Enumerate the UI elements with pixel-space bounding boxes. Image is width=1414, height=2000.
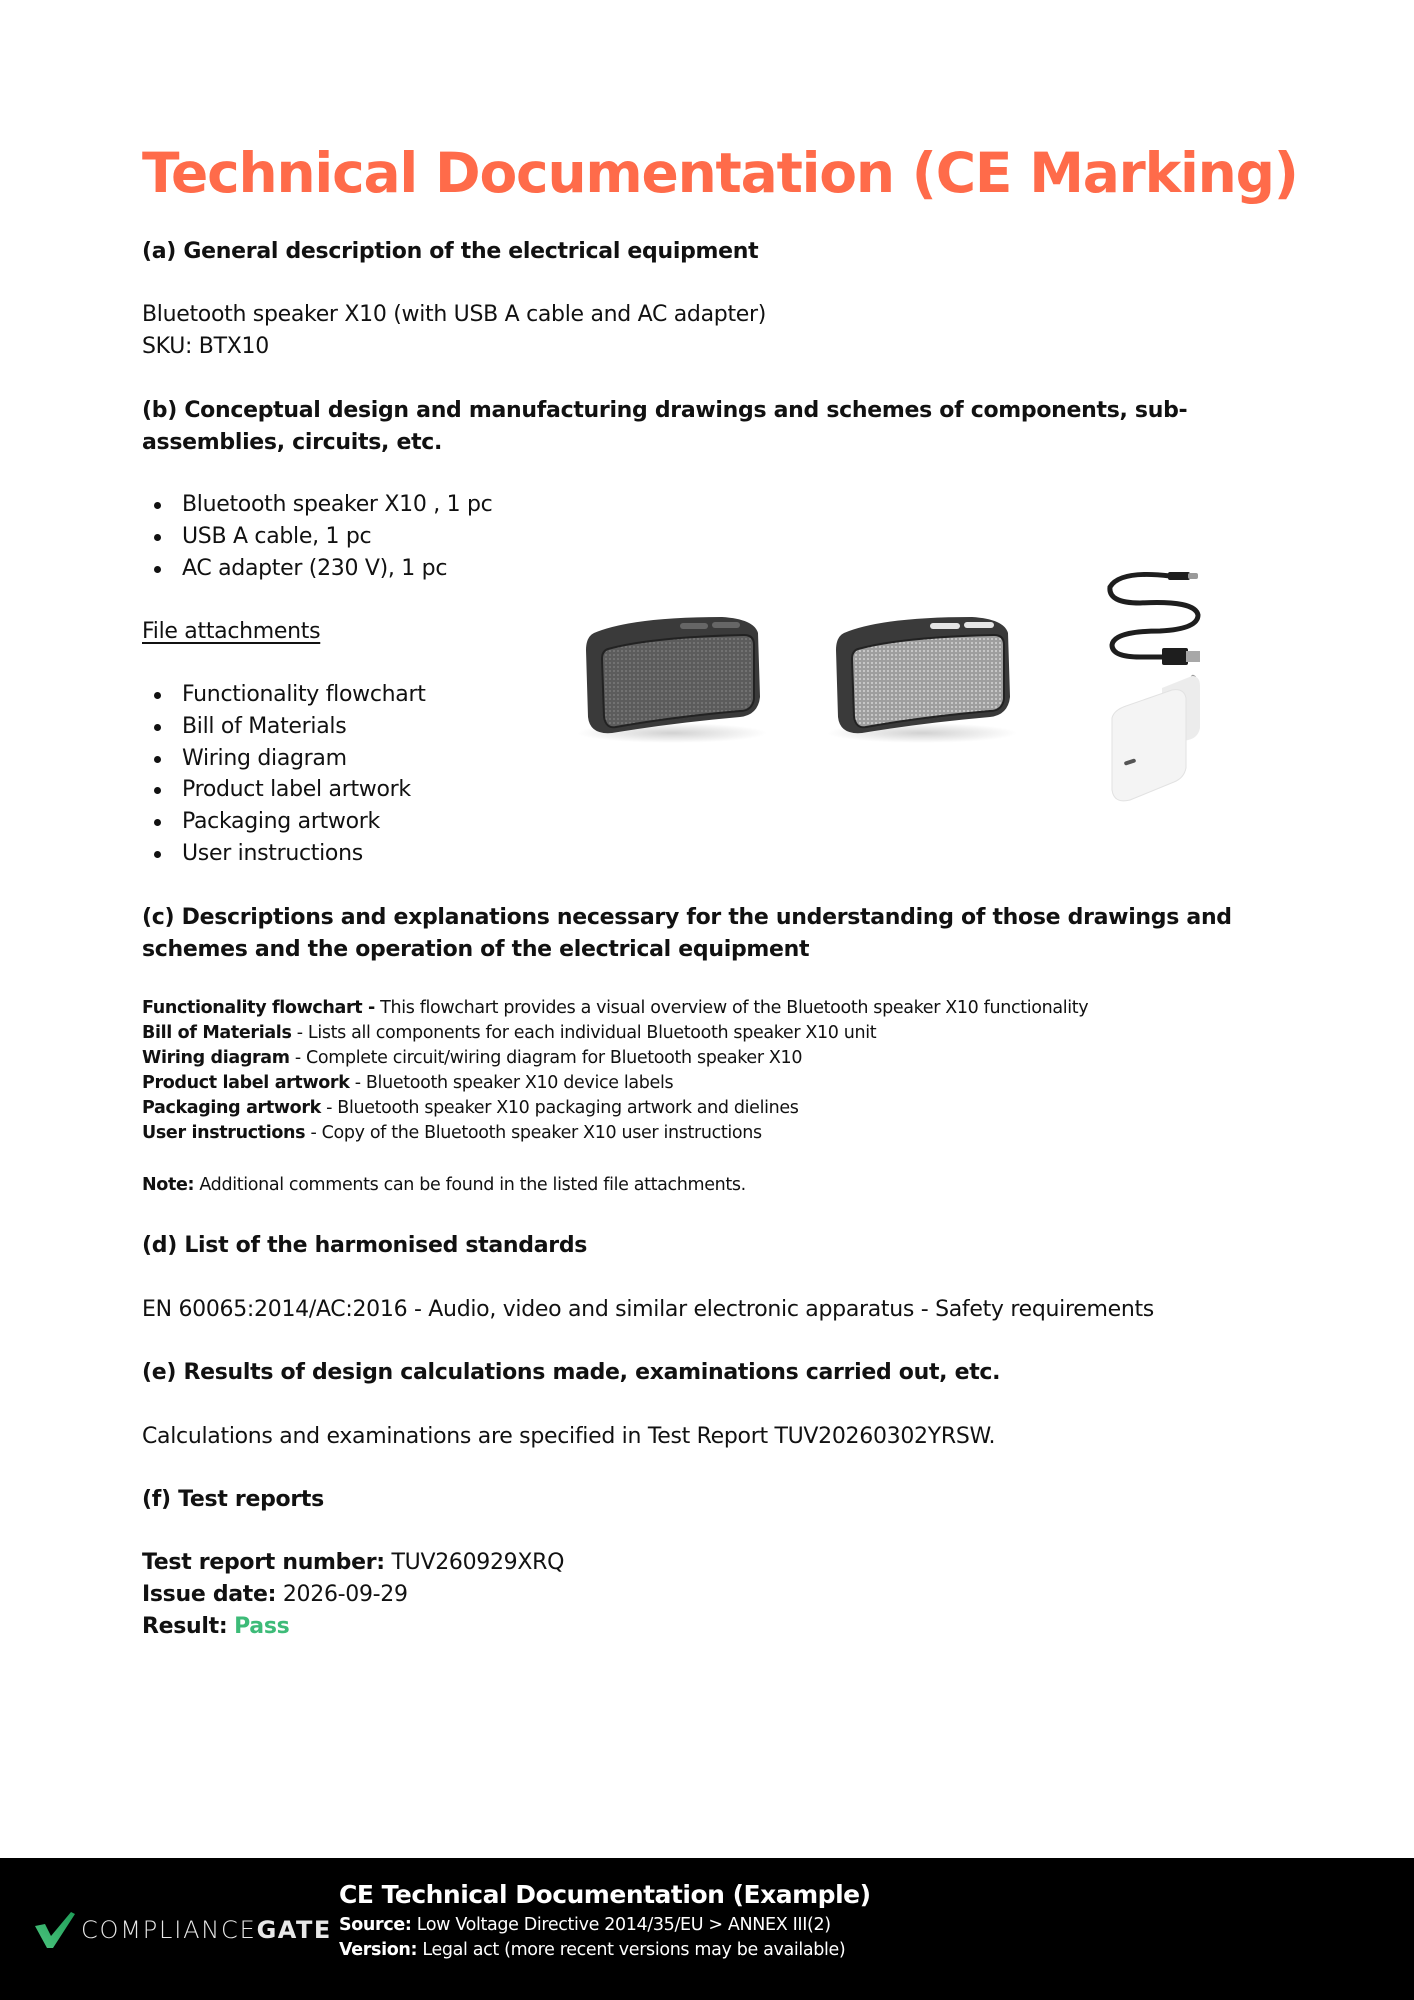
file-attachments-link[interactable]: File attachments bbox=[142, 619, 321, 644]
description-text: - Lists all components for each individual Bluetooth speaker X10 unit bbox=[291, 1023, 877, 1043]
section-d-heading: (d) List of the harmonised standards bbox=[142, 1233, 588, 1258]
description-row bbox=[142, 1071, 673, 1096]
harmonised-standard: EN 60065:2014/AC:2016 - Audio, video and similar electronic apparatus - Safety requirements bbox=[142, 1297, 1154, 1322]
list-item: Packaging artwork bbox=[142, 806, 426, 838]
description-row bbox=[142, 1021, 876, 1046]
components-list bbox=[142, 489, 492, 584]
list-item: User instructions bbox=[142, 838, 426, 870]
footer bbox=[0, 1858, 1414, 2000]
list-item: AC adapter (230 V), 1 pc bbox=[142, 553, 492, 585]
document-title: Technical Documentation (CE Marking) bbox=[142, 141, 1298, 205]
description-text: - Copy of the Bluetooth speaker X10 user instructions bbox=[305, 1123, 762, 1143]
section-c-heading-line2: schemes and the operation of the electrical equipment bbox=[142, 937, 810, 962]
test-result bbox=[142, 1611, 289, 1643]
description-text: This flowchart provides a visual overview of the Bluetooth speaker X10 functionality bbox=[374, 998, 1089, 1018]
issue-date-label: Issue date: bbox=[142, 1582, 277, 1607]
section-f-heading: (f) Test reports bbox=[142, 1487, 324, 1512]
note bbox=[142, 1173, 746, 1198]
speaker-light-image bbox=[822, 605, 1022, 745]
checkmark-icon bbox=[33, 1910, 77, 1950]
section-a-heading: (a) General description of the electrical equipment bbox=[142, 239, 759, 264]
product-description: Bluetooth speaker X10 (with USB A cable and AC adapter) bbox=[142, 302, 767, 327]
description-text: - Bluetooth speaker X10 device labels bbox=[349, 1073, 674, 1093]
section-c-heading-line1: (c) Descriptions and explanations necessary for the understanding of those drawings and bbox=[142, 905, 1232, 930]
test-result-value: Pass bbox=[234, 1614, 290, 1639]
section-b-heading-line1: (b) Conceptual design and manufacturing drawings and schemes of components, sub- bbox=[142, 398, 1188, 423]
test-report-number bbox=[142, 1547, 564, 1579]
issue-date-value: 2026-09-29 bbox=[276, 1582, 408, 1607]
test-report-number-label: Test report number: bbox=[142, 1550, 385, 1575]
usb-cable-image bbox=[1100, 565, 1220, 665]
description-row bbox=[142, 1096, 799, 1121]
logo-text: COMPLIANCEGATE bbox=[81, 1916, 332, 1944]
footer-source bbox=[339, 1915, 831, 1935]
issue-date bbox=[142, 1579, 408, 1611]
ac-adapter-image bbox=[1100, 668, 1220, 808]
description-row bbox=[142, 996, 1088, 1021]
list-item: Wiring diagram bbox=[142, 743, 426, 775]
speaker-dark-image bbox=[572, 605, 772, 745]
section-e-heading: (e) Results of design calculations made, examinations carried out, etc. bbox=[142, 1360, 1001, 1385]
description-term: Packaging artwork bbox=[142, 1098, 321, 1118]
footer-source-text: Low Voltage Directive 2014/35/EU > ANNEX III(2) bbox=[411, 1915, 831, 1935]
test-report-number-value: TUV260929XRQ bbox=[384, 1550, 565, 1575]
description-term: Product label artwork bbox=[142, 1073, 350, 1093]
footer-title: CE Technical Documentation (Example) bbox=[339, 1880, 871, 1909]
list-item: USB A cable, 1 pc bbox=[142, 521, 492, 553]
footer-version-text: Legal act (more recent versions may be available) bbox=[417, 1940, 846, 1960]
footer-source-label: Source: bbox=[339, 1915, 412, 1935]
footer-version bbox=[339, 1940, 845, 1960]
list-item: Bluetooth speaker X10 , 1 pc bbox=[142, 489, 492, 521]
description-row bbox=[142, 1121, 762, 1146]
description-row bbox=[142, 1046, 802, 1071]
list-item: Functionality flowchart bbox=[142, 679, 426, 711]
footer-version-label: Version: bbox=[339, 1940, 418, 1960]
attachments-list bbox=[142, 679, 426, 870]
test-result-label: Result: bbox=[142, 1614, 228, 1639]
description-term: Wiring diagram bbox=[142, 1048, 290, 1068]
note-label: Note: bbox=[142, 1175, 195, 1195]
note-text: Additional comments can be found in the listed file attachments. bbox=[194, 1175, 746, 1195]
calculations-text: Calculations and examinations are specified in Test Report TUV20260302YRSW. bbox=[142, 1424, 996, 1449]
description-text: - Bluetooth speaker X10 packaging artwork and dielines bbox=[320, 1098, 799, 1118]
compliancegate-logo bbox=[33, 1910, 332, 1950]
description-term: Functionality flowchart - bbox=[142, 998, 375, 1018]
description-term: User instructions bbox=[142, 1123, 306, 1143]
description-text: - Complete circuit/wiring diagram for Bluetooth speaker X10 bbox=[289, 1048, 803, 1068]
description-term: Bill of Materials bbox=[142, 1023, 292, 1043]
product-sku: SKU: BTX10 bbox=[142, 334, 269, 359]
list-item: Bill of Materials bbox=[142, 711, 426, 743]
list-item: Product label artwork bbox=[142, 774, 426, 806]
section-b-heading-line2: assemblies, circuits, etc. bbox=[142, 430, 443, 455]
